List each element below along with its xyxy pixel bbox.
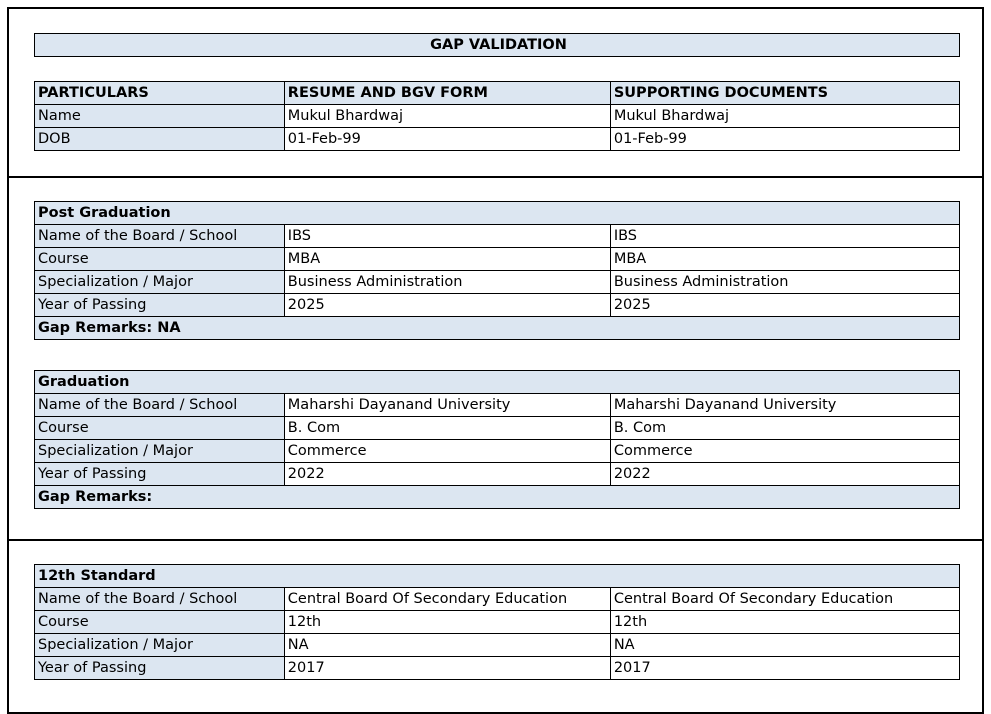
section-heading: Post Graduation <box>35 202 960 225</box>
table-row <box>35 394 960 417</box>
resume-value: 2022 <box>284 463 610 486</box>
docs-value: 2017 <box>610 657 959 680</box>
table-row <box>35 440 960 463</box>
row-label: Name <box>35 105 285 128</box>
docs-value: MBA <box>610 248 959 271</box>
docs-value: Mukul Bhardwaj <box>610 105 959 128</box>
table-row <box>35 657 960 680</box>
table-row <box>35 588 960 611</box>
resume-value: Maharshi Dayanand University <box>284 394 610 417</box>
row-label: DOB <box>35 128 285 151</box>
row-label: Name of the Board / School <box>35 588 285 611</box>
header-resume: RESUME AND BGV FORM <box>284 82 610 105</box>
row-label: Course <box>35 611 285 634</box>
resume-value: Commerce <box>284 440 610 463</box>
graduation-table <box>34 370 960 509</box>
table-row <box>35 463 960 486</box>
twelfth-table <box>34 564 960 680</box>
table-row <box>35 611 960 634</box>
section-heading: Graduation <box>35 371 960 394</box>
resume-value: 2025 <box>284 294 610 317</box>
table-row <box>35 294 960 317</box>
row-label: Specialization / Major <box>35 440 285 463</box>
table-row <box>35 105 960 128</box>
gap-validation-frame <box>7 7 984 178</box>
header-row <box>35 82 960 105</box>
header-particulars: PARTICULARS <box>35 82 285 105</box>
gap-remarks: Gap Remarks: <box>35 486 960 509</box>
docs-value: Business Administration <box>610 271 959 294</box>
row-label: Name of the Board / School <box>35 394 285 417</box>
docs-value: B. Com <box>610 417 959 440</box>
table-row <box>35 417 960 440</box>
title-table <box>34 33 960 57</box>
row-label: Specialization / Major <box>35 271 285 294</box>
docs-value: 2022 <box>610 463 959 486</box>
docs-value: Maharshi Dayanand University <box>610 394 959 417</box>
resume-value: Central Board Of Secondary Education <box>284 588 610 611</box>
section-heading: 12th Standard <box>35 565 960 588</box>
row-label: Year of Passing <box>35 657 285 680</box>
docs-value: 2025 <box>610 294 959 317</box>
resume-value: 01-Feb-99 <box>284 128 610 151</box>
row-label: Specialization / Major <box>35 634 285 657</box>
row-label: Year of Passing <box>35 294 285 317</box>
resume-value: IBS <box>284 225 610 248</box>
personal-table <box>34 81 960 151</box>
table-row <box>35 634 960 657</box>
resume-value: Business Administration <box>284 271 610 294</box>
school-education-frame <box>7 539 984 714</box>
resume-value: Mukul Bhardwaj <box>284 105 610 128</box>
docs-value: 01-Feb-99 <box>610 128 959 151</box>
row-label: Year of Passing <box>35 463 285 486</box>
table-row <box>35 225 960 248</box>
row-label: Name of the Board / School <box>35 225 285 248</box>
table-row <box>35 271 960 294</box>
docs-value: IBS <box>610 225 959 248</box>
resume-value: B. Com <box>284 417 610 440</box>
docs-value: Central Board Of Secondary Education <box>610 588 959 611</box>
docs-value: NA <box>610 634 959 657</box>
post-graduation-table <box>34 201 960 340</box>
resume-value: MBA <box>284 248 610 271</box>
page-title: GAP VALIDATION <box>35 34 960 57</box>
row-label: Course <box>35 248 285 271</box>
resume-value: 2017 <box>284 657 610 680</box>
docs-value: 12th <box>610 611 959 634</box>
header-docs: SUPPORTING DOCUMENTS <box>610 82 959 105</box>
higher-education-frame <box>7 176 984 541</box>
resume-value: NA <box>284 634 610 657</box>
resume-value: 12th <box>284 611 610 634</box>
table-row <box>35 128 960 151</box>
docs-value: Commerce <box>610 440 959 463</box>
table-row <box>35 248 960 271</box>
row-label: Course <box>35 417 285 440</box>
gap-remarks: Gap Remarks: NA <box>35 317 960 340</box>
